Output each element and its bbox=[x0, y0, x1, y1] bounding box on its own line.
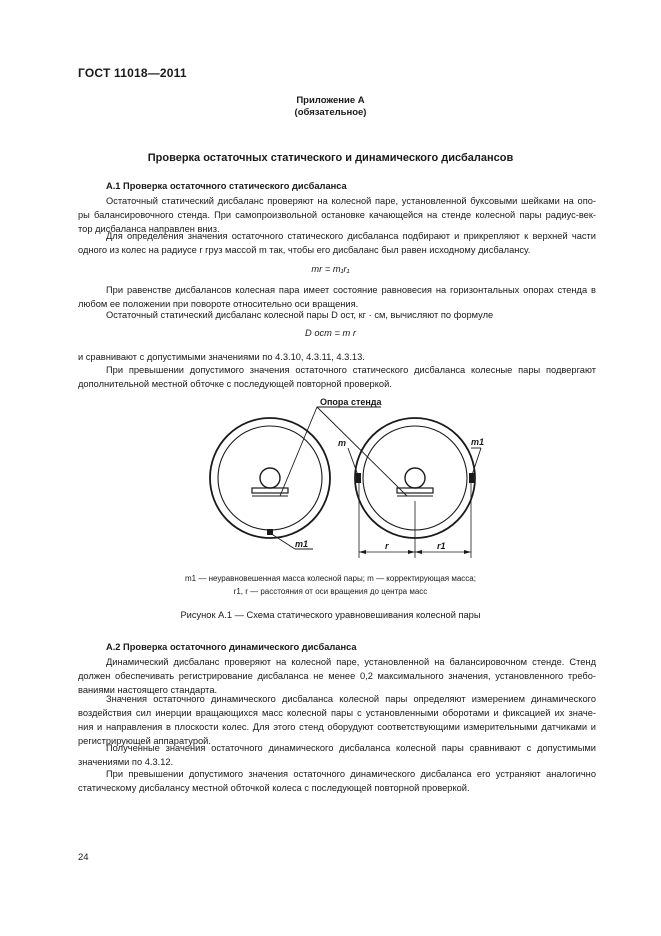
text-line: ваниями настоящего стандарта. bbox=[78, 685, 218, 695]
text-line: Остаточный статический дисбаланс колесной пары D ост, кг · см, вычисляют по формуле bbox=[106, 310, 494, 320]
text-line: воздействия сил инерции вращающихся масс колесной пары с установленными оборотами и фиксацией их значе- bbox=[78, 708, 596, 718]
section-a1-paragraph-3 bbox=[78, 283, 596, 311]
label-support: Опора стенда bbox=[320, 397, 382, 407]
left-mass-m1 bbox=[267, 529, 273, 535]
text-line: тор дисбаланса направлен вниз. bbox=[78, 224, 220, 234]
label-r1: r1 bbox=[437, 541, 446, 551]
text-line: дополнительной местной обточке с последующей повторной проверкой. bbox=[78, 379, 392, 389]
left-axle bbox=[260, 468, 280, 488]
page-number: 24 bbox=[78, 852, 89, 863]
text-line: Для определения значения остаточного статического дисбаланса подбирают и прикрепляют к верхней части bbox=[106, 231, 596, 241]
appendix-title: Приложение А bbox=[296, 95, 365, 106]
figure-wheelset-diagram bbox=[195, 393, 495, 569]
text-line: любом ее положении при повороте относительно оси вращения. bbox=[78, 299, 359, 309]
formula-dost: D ост = m r bbox=[305, 328, 356, 338]
left-wheel-outer bbox=[210, 418, 330, 538]
section-a2-paragraph-4 bbox=[78, 767, 596, 795]
figure-legend-line-2: r1, r — расстояния от оси вращения до центра масс bbox=[233, 587, 428, 596]
text-line: Динамический дисбаланс проверяют на колесной паре, установленной на балансировочном стенде. Стенд bbox=[106, 657, 596, 667]
section-a1-paragraph-6 bbox=[78, 363, 596, 391]
section-a1-heading: А.1 Проверка остаточного статического дисбаланса bbox=[106, 181, 347, 191]
right-mass-m bbox=[356, 473, 361, 483]
section-a2-paragraph-1 bbox=[78, 655, 596, 697]
text-line: При равенстве дисбалансов колесная пара имеет состояние равновесия на горизонтальных опорах стенда в bbox=[106, 285, 596, 295]
left-wheel-inner bbox=[218, 426, 322, 530]
section-a1-paragraph-5 bbox=[78, 350, 596, 364]
text-line: Полученные значения остаточного динамического дисбаланса колесной пары сравнивают с допустимыми bbox=[106, 743, 596, 753]
text-line: При превышении допустимого значения остаточного статического дисбаланса колесные пары подвергают bbox=[106, 365, 596, 375]
label-m1-left: m1 bbox=[295, 539, 309, 549]
label-m1-right: m1 bbox=[471, 437, 485, 447]
document-id: ГОСТ 11018—2011 bbox=[78, 66, 187, 80]
right-mass-m1 bbox=[469, 473, 474, 483]
text-line: и сравнивают с допустимыми значениями по 4.3.10, 4.3.11, 4.3.13. bbox=[78, 352, 365, 362]
formula-equilibrium: mr = m₁r₁ bbox=[311, 264, 350, 274]
text-line: Остаточный статический дисбаланс проверяют на колесной паре, установленной буксовыми шейками на опо- bbox=[106, 196, 596, 206]
text-line: При превышении допустимого значения остаточного динамического дисбаланса его устраняют аналогично bbox=[106, 769, 596, 779]
figure-legend-line-1: m1 — неуравновешенная масса колесной пары; m — корректирующая масса; bbox=[185, 574, 476, 583]
text-line: значениями по 4.3.12. bbox=[78, 757, 174, 767]
appendix-status: (обязательное) bbox=[294, 107, 367, 118]
text-line: должен обеспечивать регистрирование дисбаланса не менее 0,2 максимального значения, установленного требо- bbox=[78, 671, 596, 681]
right-support bbox=[397, 488, 433, 493]
text-line: одного из колес на радиусе r груз массой m так, чтобы его дисбаланс был равен исходному дисбалансу. bbox=[78, 245, 531, 255]
text-line: регистрирующей аппаратурой. bbox=[78, 736, 211, 746]
section-a1-paragraph-2 bbox=[78, 229, 596, 257]
page-title: Проверка остаточных статического и динамического дисбалансов bbox=[147, 152, 514, 164]
label-r: r bbox=[385, 541, 389, 551]
text-line: ры балансировочного стенда. При самопроизвольной остановке качающейся на стенде колесной пары радиус-век- bbox=[78, 210, 596, 220]
text-line: ния и направления в плоскости колес. Для этого стенд оборудуют соответствующими измерительными датчиками и bbox=[78, 722, 596, 732]
label-m: m bbox=[338, 438, 347, 448]
section-a2-paragraph-2 bbox=[78, 692, 596, 748]
text-line: статическому дисбалансу местной обточкой колеса с последующей повторной проверкой. bbox=[78, 783, 470, 793]
section-a2-heading: А.2 Проверка остаточного динамического дисбаланса bbox=[106, 642, 357, 652]
right-axle bbox=[405, 468, 425, 488]
section-a2-paragraph-3 bbox=[78, 741, 596, 769]
section-a1-paragraph-4 bbox=[78, 308, 596, 322]
text-line: Значения остаточного динамического дисбаланса колесной пары определяют измерением динамического bbox=[106, 694, 596, 704]
figure-caption: Рисунок А.1 — Схема статического уравновешивания колесной пары bbox=[180, 610, 481, 620]
